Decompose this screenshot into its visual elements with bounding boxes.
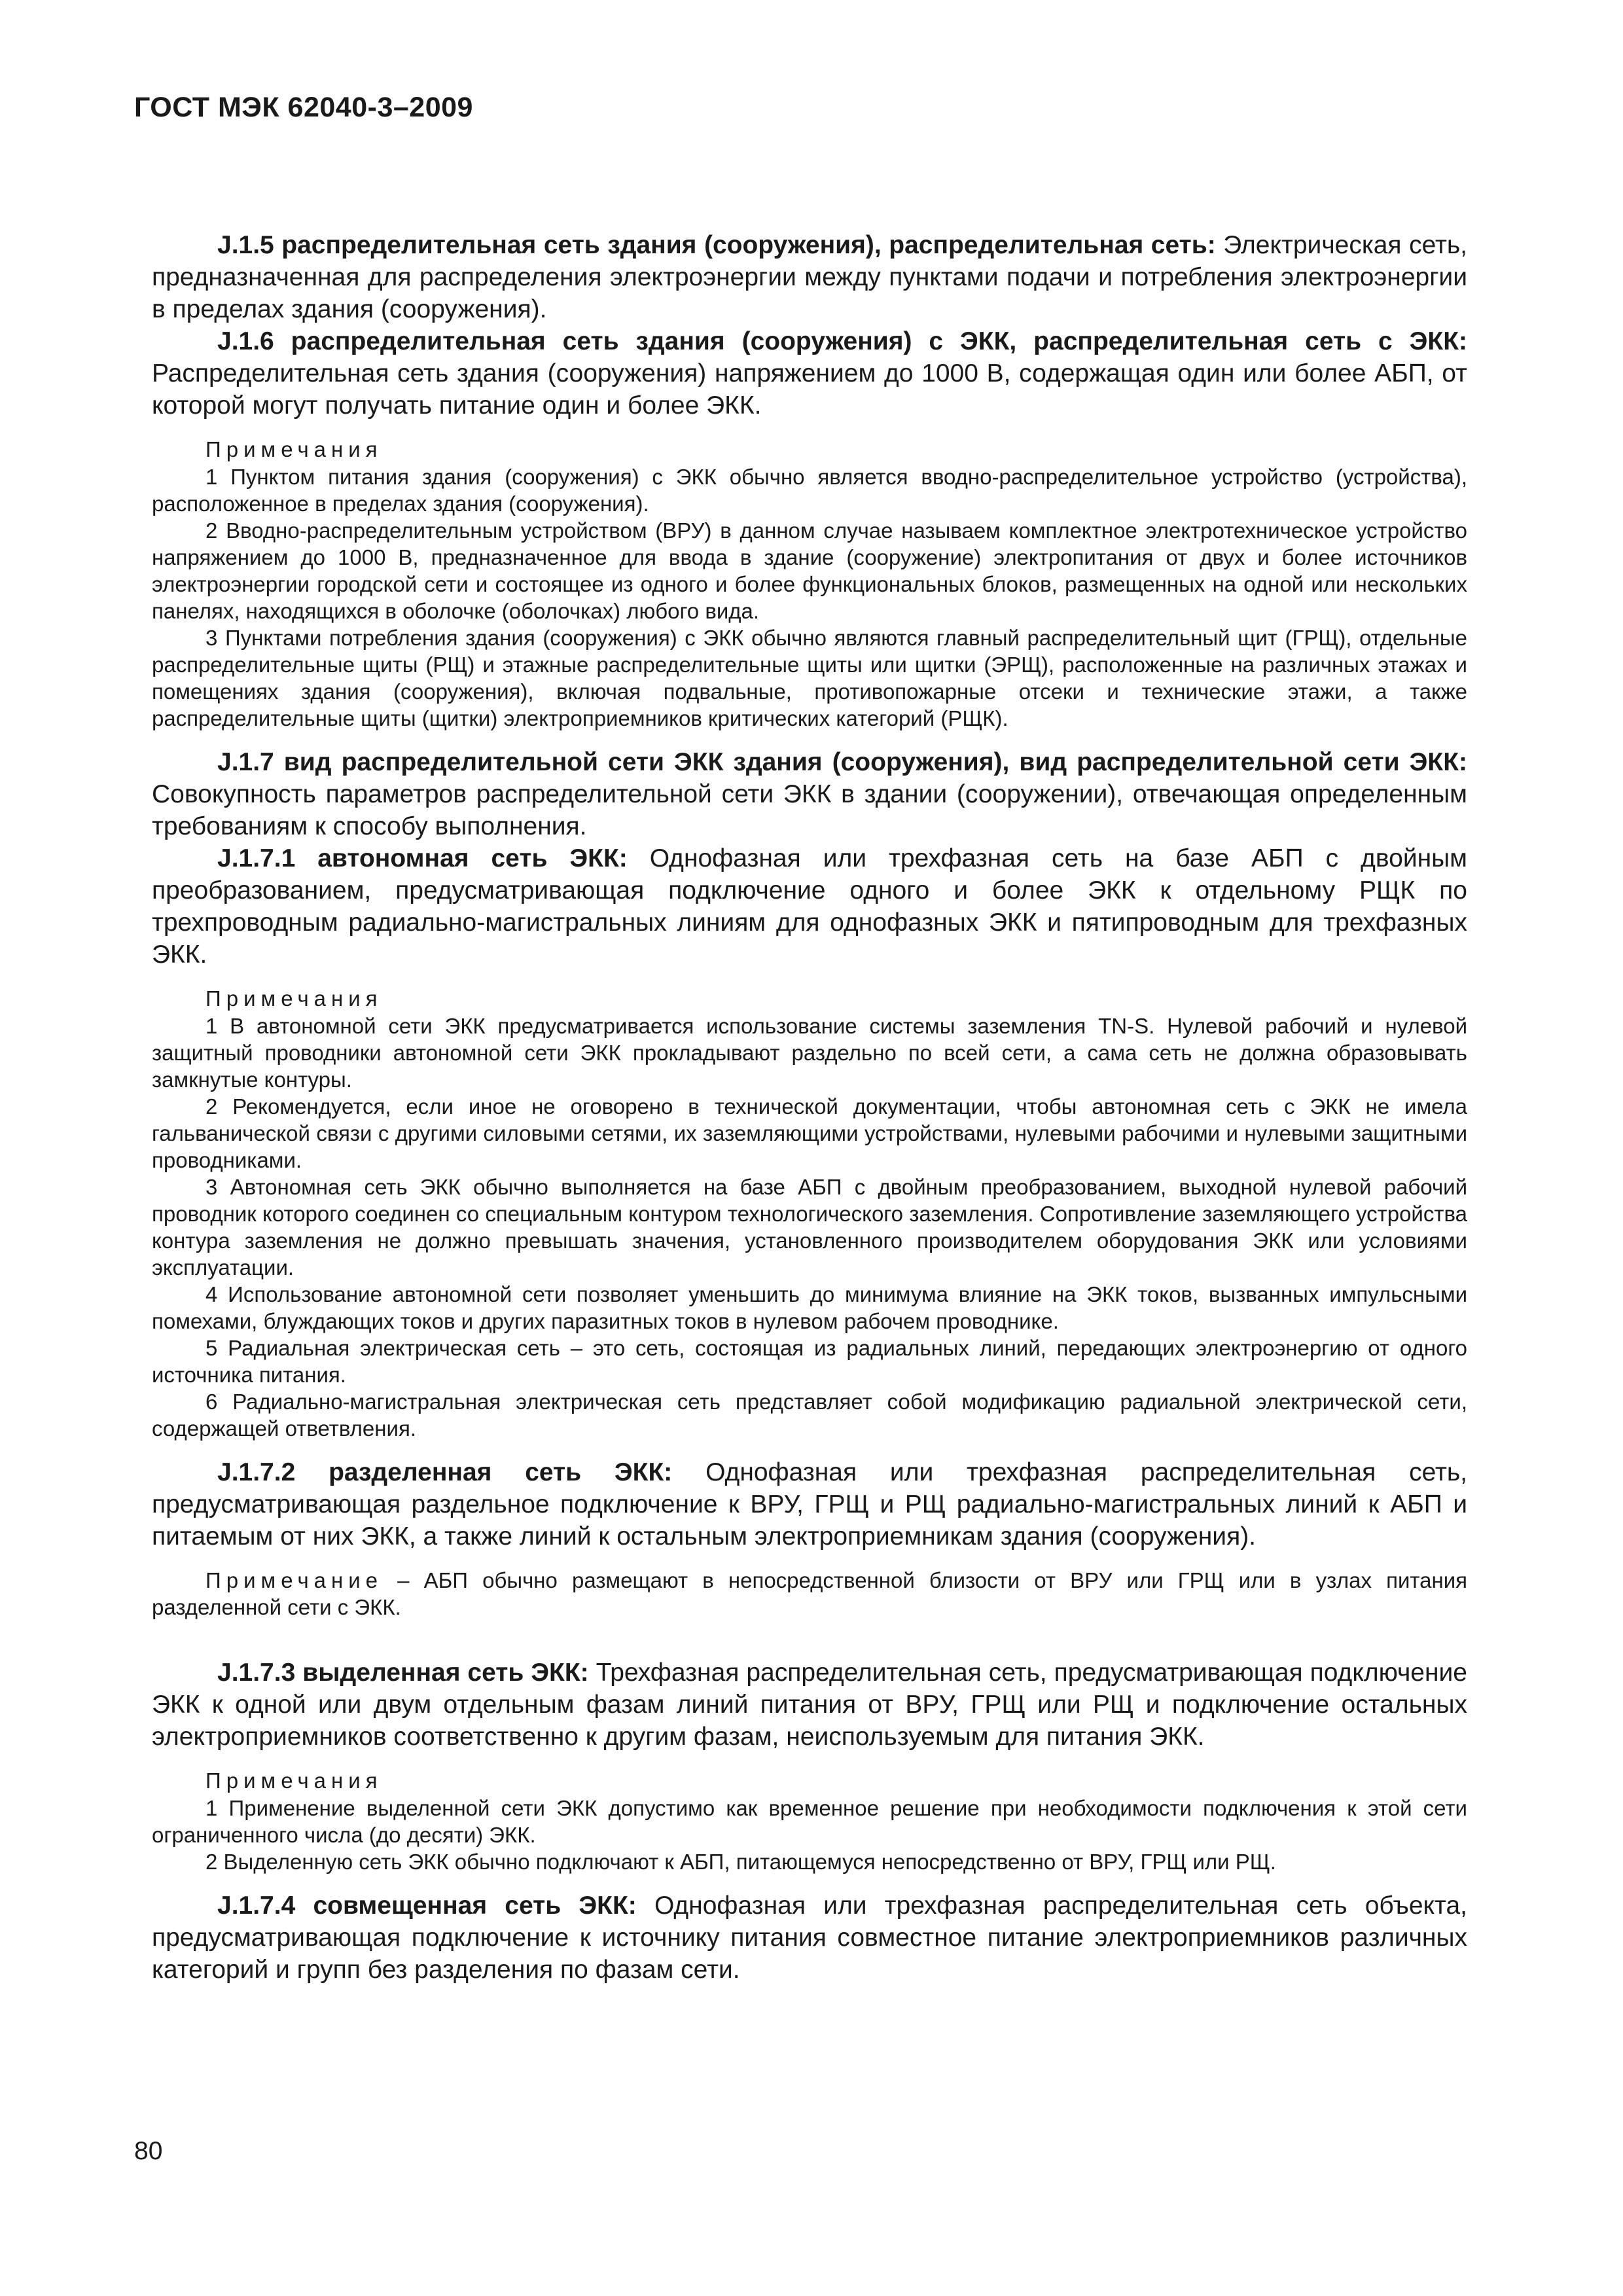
definition: Трехфазная распределительная сеть, предусматривающая подключение ЭКК к одной или двум отдельным фазам линий питания от ВРУ, ГРЩ или РЩ и подключение остальных электроприемников соответственно к другим фазам, неиспользуемым для питания ЭКК. [152, 1659, 1467, 1751]
notes-title: Примечания [205, 437, 383, 461]
term: J.1.7.4 совмещенная сеть ЭКК: [217, 1892, 637, 1920]
paragraph-j-1-7-3 [152, 1657, 1467, 1753]
paragraph-j-1-7-2 [152, 1456, 1467, 1552]
term: J.1.7.3 выделенная сеть ЭКК: [217, 1659, 589, 1687]
note-label: Примечание [205, 1568, 383, 1592]
definition: Распределительная сеть здания (сооружения) напряжением до 1000 В, содержащая один или более АБП, от которой могут получать питание один и более ЭКК. [152, 359, 1467, 420]
definition: Электрическая сеть, предназначенная для распределения электроэнергии между пунктами подачи и потребления электроэнергии в пределах здания (сооружения). [152, 231, 1468, 323]
note: 3 Пунктами потребления здания (сооружения) с ЭКК обычно являются главный распределительный щит (ГРЩ), отдельные распределительные щиты (РЩ) и этажные распределительные щиты или щитки (ЭРЩ), расположенные на различных этажах и помещениях здания (сооружения), включая подвальные, противопожарные отсеки и технические этажи, а также распределительные щиты (щитки) электроприемников критических категорий (РЩК). [152, 626, 1467, 730]
note: 2 Выделенную сеть ЭКК обычно подключают к АБП, питающемуся непосредственно от ВРУ, ГРЩ или РЩ. [205, 1850, 1276, 1874]
note-text: – АБП обычно размещают в непосредственной близости от ВРУ или ГРЩ или в узлах питания разделенной сети с ЭКК. [152, 1568, 1467, 1619]
note: 5 Радиальная электрическая сеть – это сеть, состоящая из радиальных линий, передающих электроэнергию от одного источника питания. [152, 1336, 1467, 1387]
term: J.1.5 распределительная сеть здания (сооружения), распределительная сеть: [217, 231, 1216, 259]
note: 2 Рекомендуется, если иное не оговорено в технической документации, чтобы автономная сеть с ЭКК не имела гальванической связи с другими силовыми сетями, их заземляющими устройствами, нулевыми рабочими и нулевыми защитными проводниками. [152, 1094, 1467, 1172]
note: 1 В автономной сети ЭКК предусматривается использование системы заземления TN-S. Нулевой рабочий и нулевой защитный проводники автономной сети ЭКК прокладывают раздельно по всей сети, а сама сеть не должна образовывать замкнутые контуры. [152, 1014, 1467, 1092]
definition: Совокупность параметров распределительной сети ЭКК в здании (сооружении), отвечающая определенным требованиям к способу выполнения. [152, 780, 1467, 840]
definition: Однофазная или трехфазная распределительная сеть объекта, предусматривающая подключение к источнику питания совместное питание электроприемников различных категорий и групп без разделения по фазам сети. [152, 1892, 1467, 1984]
definition: Однофазная или трехфазная сеть на базе АБП с двойным преобразованием, предусматривающая подключение одного и более ЭКК к отдельному РЩК по трехпроводным радиально-магистральных линиям для однофазных ЭКК и пятипроводным для трехфазных ЭКК. [152, 844, 1467, 969]
definition: Однофазная или трехфазная распределительная сеть, предусматривающая раздельное подключение к ВРУ, ГРЩ и РЩ радиально-магистральных линий к АБП и питаемым от них ЭКК, а также линий к остальным электроприемникам здания (сооружения). [152, 1458, 1467, 1551]
term: J.1.6 распределительная сеть здания (сооружения) с ЭКК, распределительная сеть с ЭКК: [217, 327, 1467, 355]
paragraph-j-1-7 [152, 746, 1467, 842]
paragraph-j-1-5 [152, 229, 1467, 325]
note: 6 Радиально-магистральная электрическая сеть представляет собой модификацию радиальной электрической сети, содержащей ответвления. [152, 1390, 1467, 1441]
note: 3 Автономная сеть ЭКК обычно выполняется на базе АБП с двойным преобразованием, выходной нулевой рабочий проводник которого соединен со специальным контуром технологического заземления. Сопротивление заземляющего устройства контура заземления не должно превышать значения, установленного производителем оборудования ЭКК или условиями эксплуатации. [152, 1175, 1467, 1280]
note: 1 Применение выделенной сети ЭКК допустимо как временное решение при необходимости подключения к этой сети ограниченного числа (до десяти) ЭКК. [152, 1796, 1467, 1847]
term: J.1.7 вид распределительной сети ЭКК здания (сооружения), вид распределительной сети ЭКК: [217, 748, 1467, 776]
paragraph-j-1-7-4 [152, 1890, 1467, 1986]
notes-title: Примечания [205, 1768, 383, 1793]
term: J.1.7.2 разделенная сеть ЭКК: [217, 1458, 673, 1486]
note: 1 Пунктом питания здания (сооружения) с ЭКК обычно является вводно-распределительное устройство (устройства), расположенное в пределах здания (сооружения). [152, 465, 1467, 516]
note: 4 Использование автономной сети позволяет уменьшить до минимума влияние на ЭКК токов, вызванных импульсными помехами, блуждающих токов и других паразитных токов в нулевом рабочем проводнике. [152, 1282, 1467, 1333]
notes-title: Примечания [205, 986, 383, 1011]
paragraph-j-1-7-1 [152, 842, 1467, 971]
term: J.1.7.1 автономная сеть ЭКК: [217, 844, 628, 872]
paragraph-j-1-6 [152, 325, 1467, 422]
page-number: 80 [134, 2137, 163, 2165]
document-header: ГОСТ МЭК 62040-3–2009 [134, 92, 473, 123]
note: 2 Вводно-распределительным устройством (ВРУ) в данном случае называем комплектное электротехническое устройство напряжением до 1000 В, предназначенное для ввода в здание (сооружение) электропитания от двух и более источников электроэнергии городской сети и состоящее из одного и более функциональных блоков, размещенных на одной или нескольких панелях, находящихся в оболочке (оболочках) любого вида. [152, 518, 1467, 623]
single-note [152, 1567, 1467, 1621]
document-body [152, 229, 1467, 1986]
